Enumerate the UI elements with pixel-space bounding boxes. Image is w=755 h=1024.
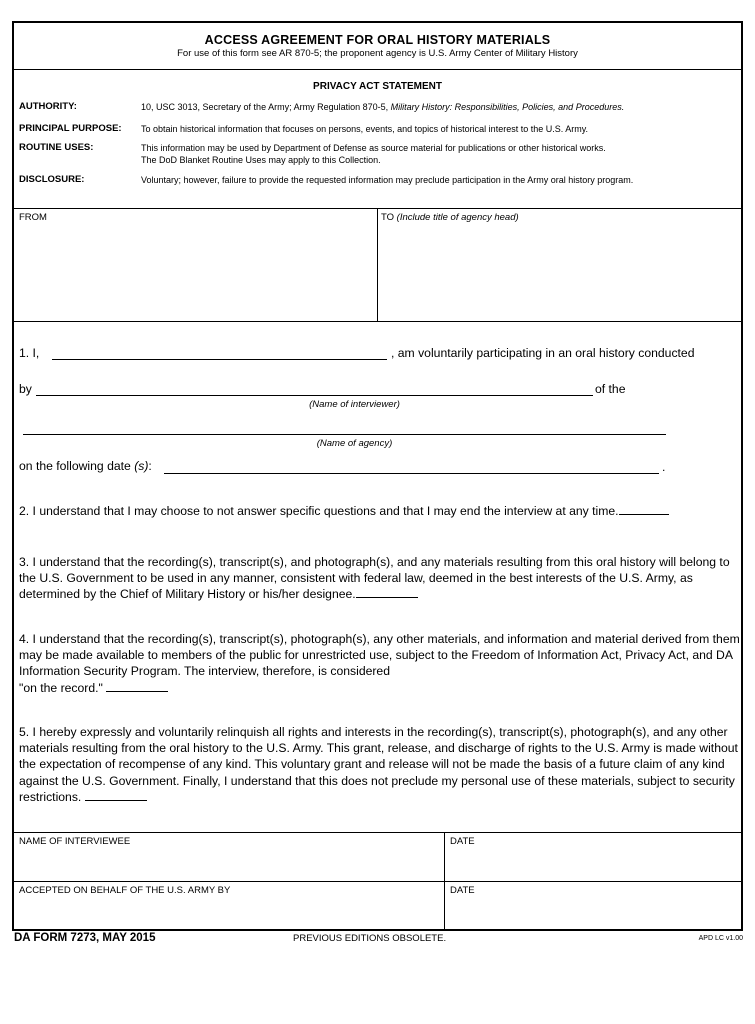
of-the-label: of the (595, 382, 626, 396)
version-label: APD LC v1.00 (698, 935, 743, 942)
form-id: DA FORM 7273, MAY 2015 (14, 932, 156, 944)
item-2 (19, 503, 741, 519)
from-label: FROM (19, 212, 47, 223)
form-title: ACCESS AGREEMENT FOR ORAL HISTORY MATERIALS (204, 33, 551, 47)
agreement-body (14, 322, 741, 833)
agency-name-line[interactable] (23, 434, 666, 435)
date-end: . (662, 460, 666, 474)
interviewee-label: NAME OF INTERVIEWEE (19, 836, 131, 847)
item2-initials-line[interactable] (619, 505, 669, 515)
form-header (14, 23, 741, 70)
interviewer-caption: (Name of interviewer) (309, 399, 400, 410)
date-colon: : (148, 459, 152, 473)
routine-uses-text-1: This information may be used by Department of Defense as source material for publications or other historical works. (141, 143, 606, 153)
date-prefix: on the following date (19, 459, 135, 473)
authority-italic: Military History: Responsibilities, Policies, and Procedures. (390, 102, 625, 112)
disclosure-value: Voluntary; however, failure to provide the requested information may preclude participation in the Army oral history program. (141, 175, 634, 185)
item4-on-record: "on the record." (19, 680, 103, 695)
to-label: TO (381, 212, 395, 223)
privacy-act-section (14, 70, 741, 209)
item5-text: 5. I hereby expressly and voluntarily relinquish all rights and interests in the recording(s), transcript(s), photograph(s), and any other materials resulting from the oral history to the U.S. Army. This grant, release, and discharge of rights to the U.S. Army is made without the expectation of recompense of any kind. This voluntary grant and release will not be made the basis of a future claim of any kind against the U.S. Government. Finally, I understand that this does not preclude my personal use of these materials, subject to security restrictions. (19, 725, 738, 804)
accepted-by-field[interactable] (14, 882, 445, 929)
disclosure-label: DISCLOSURE: (19, 174, 85, 185)
privacy-act-title: PRIVACY ACT STATEMENT (313, 81, 442, 92)
purpose-value: To obtain historical information that focuses on persons, events, and topics of historical interest to the U.S. Army. (141, 124, 589, 134)
item5-initials-line[interactable] (85, 791, 147, 801)
form-footer (14, 932, 743, 946)
form-frame (12, 21, 743, 931)
from-field[interactable] (14, 209, 378, 321)
interviewee-date-field[interactable] (445, 833, 741, 881)
item3-initials-line[interactable] (356, 588, 418, 598)
item-5 (19, 724, 741, 805)
item-4 (19, 631, 741, 696)
interviewee-name-field[interactable] (14, 833, 445, 881)
authority-value (141, 101, 741, 113)
from-to-section (14, 209, 741, 322)
item-3 (19, 554, 741, 603)
to-hint: (Include title of agency head) (396, 212, 519, 223)
authority-label: AUTHORITY: (19, 101, 77, 112)
purpose-label: PRINCIPAL PURPOSE: (19, 123, 122, 134)
interview-date-line[interactable] (164, 473, 659, 474)
routine-uses-text-2: The DoD Blanket Routine Uses may apply to this Collection. (141, 155, 381, 165)
interviewer-name-line[interactable] (36, 395, 593, 396)
item3-text: 3. I understand that the recording(s), transcript(s), and photograph(s), and any materials resulting from this oral history will belong to the U.S. Government to be used in any manner, consistent with federal law, deemed in the best interests of the U.S. Army, as determined by the Chief of Military History or his/her designee. (19, 555, 730, 602)
date-label (19, 459, 152, 473)
date-label-1: DATE (450, 836, 475, 847)
agency-caption: (Name of agency) (316, 438, 393, 449)
date-label-2: DATE (450, 885, 475, 896)
army-acceptance-row (14, 882, 741, 929)
by-label: by (19, 382, 32, 396)
item4-initials-line[interactable] (106, 682, 168, 692)
to-field[interactable] (378, 209, 741, 321)
date-italic: (s) (134, 459, 149, 473)
form-subtitle: For use of this form see AR 870-5; the proponent agency is U.S. Army Center of Military History (177, 48, 578, 59)
accepted-label: ACCEPTED ON BEHALF OF THE U.S. ARMY BY (19, 885, 231, 896)
authority-text: 10, USC 3013, Secretary of the Army; Army Regulation 870-5, (141, 102, 391, 112)
item2-text: 2. I understand that I may choose to not answer specific questions and that I may end the interview at any time. (19, 504, 619, 518)
item1-suffix: , am voluntarily participating in an oral history conducted (391, 346, 695, 360)
previous-editions-note: PREVIOUS EDITIONS OBSOLETE. (293, 933, 447, 944)
acceptance-date-field[interactable] (445, 882, 741, 929)
routine-uses-value (141, 142, 741, 166)
interviewee-name-line[interactable] (52, 359, 387, 360)
routine-uses-label: ROUTINE USES: (19, 142, 94, 153)
item1-prefix: 1. I, (19, 346, 40, 360)
interviewee-signature-row (14, 833, 741, 882)
item4-text: 4. I understand that the recording(s), transcript(s), photograph(s), any other materials, and information and material derived from them may be made available to members of the public for unrestricted use, subject to the Freedom of Information Act, Privacy Act, and DA Information Security Program. The interview, therefore, is considered (19, 632, 740, 679)
